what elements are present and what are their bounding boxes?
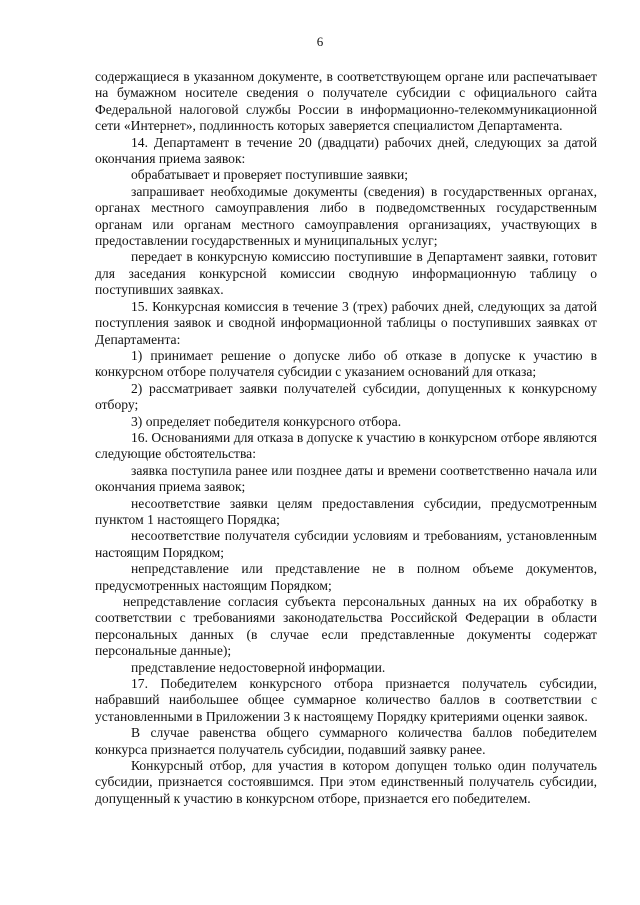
paragraph-16-recipient: несоответствие получателя субсидии условиям и требованиям, установленным настоящим Порядком; [95, 528, 597, 560]
document-body [95, 69, 597, 807]
paragraph-item-16: 16. Основаниями для отказа в допуске к участию в конкурсном отборе являются следующие обстоятельства: [95, 429, 597, 462]
paragraph-14-processing: обрабатывает и проверяет поступившие заявки; [131, 167, 409, 183]
page-number: 6 [316, 34, 324, 49]
paragraph-15-3: 3) определяет победителя конкурсного отбора. [131, 413, 402, 429]
paragraph-16-timing: заявка поступила ранее или позднее даты и времени соответственно начала или окончания приема заявок; [95, 462, 597, 495]
paragraph-15-2: 2) рассматривает заявки получателей субсидии, допущенных к конкурсному отбору; [95, 380, 597, 413]
paragraph-item-14: 14. Департамент в течение 20 (двадцати) рабочих дней, следующих за датой окончания приема заявок: [95, 134, 597, 167]
paragraph-16-purpose: несоответствие заявки целям предоставления субсидии, предусмотренным пунктом 1 настоящего Порядка; [95, 495, 597, 527]
paragraph-15-1: 1) принимает решение о допуске либо об отказе в допуске к участию в конкурсном отборе получателя субсидии с указанием оснований для отказа; [95, 347, 597, 380]
paragraph-continuation: содержащиеся в указанном документе, в соответствующем органе или распечатывает на бумажном носителе сведения о получателе субсидии с официального сайта Федеральной налоговой службы России в информационно-телекоммуникационной сети «Интернет», подлинность которых заверяется специалистом Департамента. [95, 69, 597, 134]
paragraph-16-documents: непредставление или представление не в полном объеме документов, предусмотренных настоящим Порядком; [95, 561, 597, 593]
paragraph-item-17: 17. Победителем конкурсного отбора признается получатель субсидии, набравший наибольшее общее суммарное количество баллов в соответствии с установленными в Приложении 3 к настоящему Порядку критериями оценки заявок. [95, 676, 597, 724]
paragraph-17-single: Конкурсный отбор, для участия в котором допущен только один получатель субсидии, признается состоявшимся. При этом единственный получатель субсидии, допущенный к участию в конкурсном отборе, признается его победителем. [95, 758, 597, 806]
paragraph-17-tie: В случае равенства общего суммарного количества баллов победителем конкурса признается получатель субсидии, подавший заявку ранее. [95, 725, 597, 757]
paragraph-14-transfer: передает в конкурсную комиссию поступившие в Департамент заявки, готовит для заседания конкурсной комиссии сводную информационную таблицу о поступивших заявках. [95, 249, 597, 298]
paragraph-16-false-info: представление недостоверной информации. [131, 659, 386, 675]
paragraph-item-15: 15. Конкурсная комиссия в течение 3 (трех) рабочих дней, следующих за датой поступления заявок и сводной информационной таблицы о поступивших заявках от Департамента: [95, 298, 597, 347]
paragraph-14-requests: запрашивает необходимые документы (сведения) в государственных органах, органах местного самоуправления либо в подведомственных государственным органам или органам местного самоуправления организациях, участвующих в предоставлении государственных и муниципальных услуг; [95, 183, 597, 249]
paragraph-16-consent: непредставление согласия субъекта персональных данных на их обработку в соответствии с требованиями законодательства Российской Федерации в области персональных данных (в случае если представленные документы содержат персональные данные); [95, 594, 597, 659]
